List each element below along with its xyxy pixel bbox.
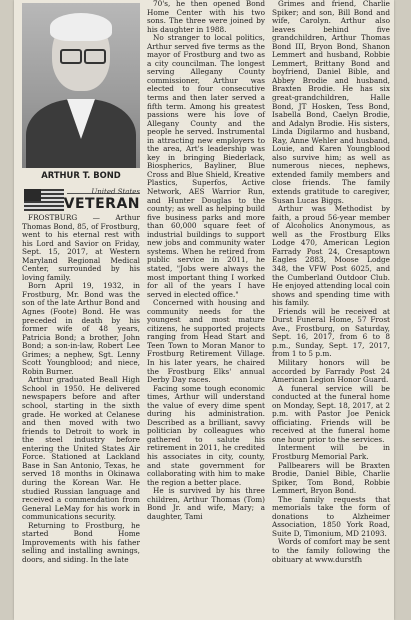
- us-flag-icon: [24, 189, 64, 211]
- paragraph: Military honors will be accorded by Farrady Post 24 American Legion Honor Guard.: [272, 357, 390, 385]
- photo-caption: ARTHUR T. BOND: [41, 170, 121, 180]
- paragraph: Interment will be in Frostburg Memorial Park.: [272, 443, 390, 461]
- portrait-photo: [22, 3, 140, 168]
- paragraph: Arthur graduated Beall High School in 1950. He delivered newspapers before and after school, starting in the sixth grade. He worked at Celanese and then moved with two friends to Detroit to work in the steel industry before entering the United States Air Force. Stationed at Lackland Base in San Antonio, Texas, he served 18 months in Okinawa during the Korean War. He studied Russian language and received a commendation from General LeMay for his work in communications security.: [22, 375, 140, 522]
- paragraph: Friends will be received at Durst Funeral Home, 57 Frost Ave., Frostburg, on Saturday, Sept. 16, 2017, from 6 to 8 p.m., Sunday, Sept. 17, 2017, from 1 to 5 p.m.: [272, 306, 390, 359]
- paragraph: No stranger to local politics, Arthur served five terms as the mayor of Frostburg and two as a city councilman. The longest serving Allegany County commissioner, Arthur was elected to four consecutive terms and then later served a fifth term. Among his greatest passions were his love of Allegany County and the people he served. Instrumental in attracting new employers to the area, Art's leadership was key in bringing Biederlack, Biospherics, Bayliner, Blue Cross and Blue Shield, Kreative Plastics, Superfos, Active Network, AES Warrior Run, and Hunter Douglas to the county; as well as helping build five business parks and more than 60,000 square feet of industrial buildings to support new jobs and community water systems. When he retired from public service in 2011, he stated, "Jobs were always the most important thing I worked for all of the years I have served in elected office.": [147, 33, 265, 299]
- paragraph: Born April 19, 1932, in Frostburg, Mr. Bond was the son of the late Arthur Bond and Agnes (Foote) Bond. He was preceded in death by his former wife of 48 years, Patricia Bond; a brother, John Bond; a son-in-law, Robert Lee Grimes; a nephew, Sgt. Lenny Scott Youngblood; and niece, Robin Burner.: [22, 281, 140, 376]
- paragraph: FROSTBURG — Arthur Thomas Bond, 85, of Frostburg, went to his eternal rest with his Lord and Savior on Friday, Sept. 15, 2017, at Western Maryland Regional Medical Center, surrounded by his loving family.: [22, 213, 140, 282]
- paragraph: Facing some tough economic times, Arthur will understand the value of every dime spent during his administration. Described as a brilliant, savvy politician by colleagues who gathered to salute his retirement in 2011, he credited his associates in city, county, and state government for collaborating with him to make the region a better place.: [147, 383, 265, 487]
- paragraph: The family requests that memorials take the form of donations to Alzheimer Association, 1850 York Road, Suite D, Timonium, MD 21093.: [272, 494, 390, 538]
- paragraph: He is survived by his three children, Arthur Thomas (Tom) Bond Jr. and wife, Mary; a daughter, Tami: [147, 486, 265, 521]
- paragraph: Grimes and friend, Charlie Spiker; and son, Bill Bond and wife, Carolyn. Arthur also leaves behind five grandchildren, Arthur Thomas Bond III, Bryon Bond, Shanon Lemmert and husband, Robbie Lemmert, Brittany Bond and boyfriend, Daniel Bible, and Abbey Brodie and husband, Braxten Brodie. He has six great-grandchildren, Halle Bond, JT Hosken, Tess Bond, Isabella Bond, Caelyn Brodie, and Adalyn Brodie. His sisters, Linda Digilarmo and husband, Ray, Anne Wehler and husband, Louie, and Karen Youngblood also survive him; as well as numerous nieces, nephews, extended family members and close friends. The family extends gratitude to caregiver, Susan Lucas Biggs.: [272, 0, 390, 205]
- paragraph: Pallbearers will be Braxten Brodie, Daniel Bible, Charlie Spiker, Tom Bond, Robbie Lemmert, Bryon Bond.: [272, 460, 390, 496]
- paragraph: Returning to Frostburg, he started Bond Home Improvements with his father selling and installing awnings, doors, and siding. In the late: [22, 520, 140, 564]
- column-2: [147, 0, 265, 521]
- veteran-banner-top: United States: [91, 188, 140, 196]
- column-3: [272, 0, 390, 564]
- veteran-banner: [22, 188, 140, 212]
- paragraph: Words of comfort may be sent to the family following the obituary at www.durstfh: [272, 537, 390, 564]
- paragraph: A funeral service will be conducted at the funeral home on Monday, Sept. 18, 2017, at 2 p.m. with Pastor Joe Penick officiating. Friends will be received at the funeral home one hour prior to the services.: [272, 383, 390, 444]
- paragraph: Concerned with housing and community needs for the youngest and most mature citizens, he supported projects ranging from Head Start and Teen Town to Moran Manor to Frostburg Retirement Village. In his later years, he chaired the Frostburg Elks' annual Derby Day races.: [147, 298, 265, 385]
- paragraph: Arthur was Methodist by faith, a proud 56-year member of Alcoholics Anonymous, as well as the Frostburg Elks Lodge 470, American Legion Farrady Post 24, Cresaptown Eagles 2883, Moose Lodge 348, the VFW Post 6025, and the Cumberland Outdoor Club. He enjoyed attending local coin shows and spending time with his family.: [272, 204, 390, 308]
- paragraph: 70's, he then opened Bond Home Center with his two sons. The three were joined by his daughter in 1988.: [147, 0, 265, 34]
- obituary-clipping: [14, 0, 394, 620]
- veteran-banner-word: VETERAN: [63, 196, 140, 212]
